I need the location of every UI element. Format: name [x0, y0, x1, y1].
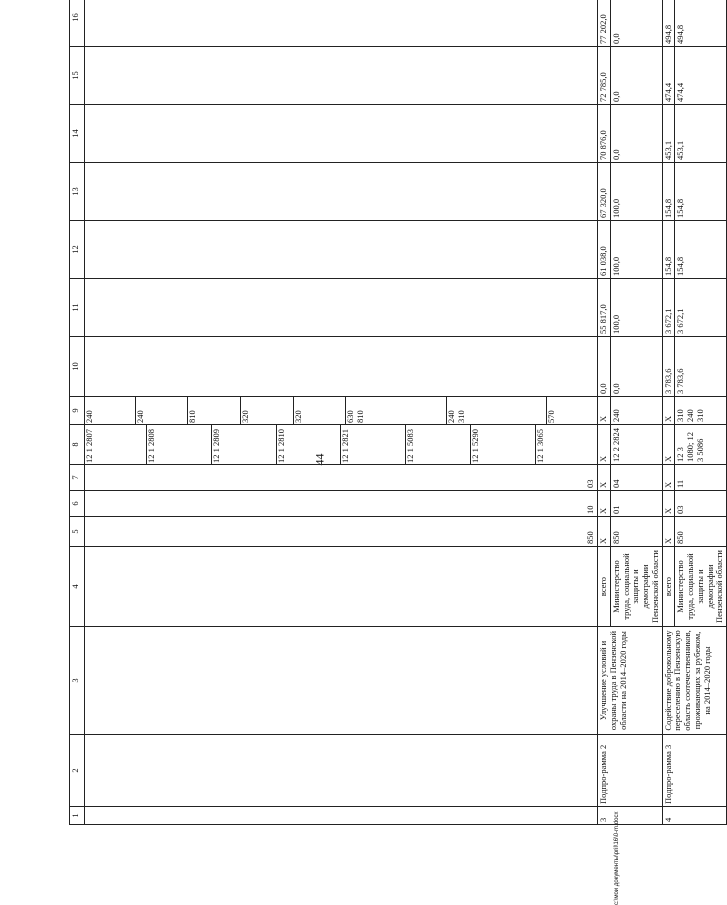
row-number: 4: [662, 807, 727, 825]
table-cell: X: [598, 465, 611, 491]
table-cell: 11: [675, 465, 727, 491]
amount-cell: 494,8: [662, 0, 675, 47]
amount-cell: 3 783,6: [675, 337, 727, 397]
amount-cell: 100,0: [610, 279, 662, 337]
list-item: 12 1 2810: [276, 425, 341, 464]
kbk-subsection-cell: [85, 465, 598, 491]
list-item: 320: [293, 397, 346, 424]
table-cell: 03: [675, 491, 727, 517]
kbk-grbs-cell: [85, 517, 598, 547]
header-cell: 16: [70, 0, 85, 47]
list-item: 320: [241, 397, 294, 424]
empty-cell: [85, 547, 598, 627]
executor-cell: Министерство труда, социальной защиты и демографии Пензенской области: [610, 547, 662, 627]
executor-cell: всего: [598, 547, 611, 627]
executor-cell: всего: [662, 547, 675, 627]
list-item: 12 1 2807: [84, 429, 94, 463]
amount-cell: 67 320,0: [598, 163, 611, 221]
header-cell: 11: [70, 279, 85, 337]
table-cell: X: [598, 397, 611, 425]
header-cell: 8: [70, 425, 85, 465]
amount-cell: 154,8: [675, 221, 727, 279]
header-cell: 5: [70, 517, 85, 547]
list-item: 12 1 2821: [341, 425, 406, 464]
table-cell: 240: [610, 397, 662, 425]
list-item: 810: [188, 397, 241, 424]
row-number: 3: [598, 807, 663, 825]
empty-cell: [85, 627, 598, 735]
empty-cell: [85, 47, 598, 105]
header-cell: 2: [70, 735, 85, 807]
amount-cell: 0,0: [598, 337, 611, 397]
expense-types-list: [85, 397, 597, 424]
amount-cell: 474,4: [662, 47, 675, 105]
executor-cell: Министерство труда, социальной защиты и демографии Пензенской области: [675, 547, 727, 627]
header-cell: 12: [70, 221, 85, 279]
list-item: 630 810: [346, 397, 446, 424]
program-name: Подпро-рамма 2: [598, 735, 663, 807]
list-item: 240 310: [446, 397, 546, 424]
file-path-footer: c:\мои документы\pril\16\0-m.docx: [614, 811, 620, 905]
amount-cell: 453,1: [675, 105, 727, 163]
kbk-section: 10: [585, 505, 596, 514]
header-cell: 3: [70, 627, 85, 735]
amount-cell: 61 038,0: [598, 221, 611, 279]
amount-cell: 154,8: [662, 221, 675, 279]
amount-cell: 453,1: [662, 105, 675, 163]
program-title: Содействие добровольному переселению в Пензенскую область соотечественников, проживающих за рубежом, на 2014–2020 годы: [662, 627, 727, 735]
table-cell: 04: [610, 465, 662, 491]
list-item: 12 1 2808: [147, 425, 212, 464]
empty-cell: [85, 735, 598, 807]
list-item: 12 1 3065: [535, 425, 597, 464]
amount-cell: 72 785,0: [598, 47, 611, 105]
kbk-subsection: 03: [585, 479, 596, 488]
amount-cell: 154,8: [675, 163, 727, 221]
amount-cell: 100,0: [610, 163, 662, 221]
amount-cell: 100,0: [610, 221, 662, 279]
amount-cell: 0,0: [610, 105, 662, 163]
table-cell: 310 240 310: [675, 397, 727, 425]
table-cell: 12 3 1080; 12 3 5086: [675, 425, 727, 465]
empty-cell: [85, 105, 598, 163]
table-cell: 12 2 2824: [610, 425, 662, 465]
amount-cell: 77 202,0: [598, 0, 611, 47]
table-cell: X: [598, 425, 611, 465]
amount-cell: 474,4: [675, 47, 727, 105]
rotated-table-wrap: [69, 12, 725, 825]
header-cell: 4: [70, 547, 85, 627]
empty-cell: [85, 163, 598, 221]
table-cell: X: [662, 397, 675, 425]
amount-cell: 0,0: [610, 47, 662, 105]
header-cell: 13: [70, 163, 85, 221]
table-cell: X: [662, 465, 675, 491]
amount-cell: 55 817,0: [598, 279, 611, 337]
table-cell: X: [662, 491, 675, 517]
table-cell: X: [662, 425, 675, 465]
amount-cell: 3 672,1: [662, 279, 675, 337]
table-row-4-total: [662, 0, 675, 825]
amount-cell: 0,0: [610, 0, 662, 47]
list-item: 240: [84, 410, 94, 423]
empty-cell: [85, 0, 598, 47]
expense-types-cell: [85, 397, 598, 425]
table-cell: 850: [675, 517, 727, 547]
amount-cell: 494,8: [675, 0, 727, 47]
list-item: 12 1 2809: [211, 425, 276, 464]
list-item: 240: [135, 397, 188, 424]
amount-cell: 154,8: [662, 163, 675, 221]
amount-cell: 0,0: [610, 337, 662, 397]
target-articles-list: [85, 425, 597, 464]
table-stage: [69, 12, 725, 825]
empty-cell: [85, 807, 598, 825]
empty-cell: [85, 337, 598, 397]
header-cell: 10: [70, 337, 85, 397]
table-row-3-total: [598, 0, 611, 825]
table-cell: X: [598, 491, 611, 517]
header-cell: 7: [70, 465, 85, 491]
table-cell: X: [598, 517, 611, 547]
budget-table: [69, 0, 727, 825]
page-number: 44: [312, 453, 327, 466]
kbk-section-cell: [85, 491, 598, 517]
target-articles-cell: [85, 425, 598, 465]
header-row: [70, 0, 85, 825]
program-name: Подпро-рамма 3: [662, 735, 727, 807]
table-cell: 850: [610, 517, 662, 547]
header-cell: 1: [70, 807, 85, 825]
table-cell: X: [662, 517, 675, 547]
list-item: 12 1 5290: [470, 425, 535, 464]
empty-cell: [85, 221, 598, 279]
table-row-continued: [85, 0, 598, 825]
amount-cell: 70 876,0: [598, 105, 611, 163]
list-item: 570: [547, 397, 597, 424]
list-item: 12 1 5083: [406, 425, 471, 464]
table-cell: 01: [610, 491, 662, 517]
header-cell: 15: [70, 47, 85, 105]
header-cell: 6: [70, 491, 85, 517]
program-title: Улучшение условий и охраны труда в Пензенской области на 2014–2020 годы: [598, 627, 663, 735]
kbk-grbs: 850: [585, 531, 596, 544]
header-cell: 14: [70, 105, 85, 163]
header-cell: 9: [70, 397, 85, 425]
amount-cell: 3 783,6: [662, 337, 675, 397]
amount-cell: 3 672,1: [675, 279, 727, 337]
empty-cell: [85, 279, 598, 337]
